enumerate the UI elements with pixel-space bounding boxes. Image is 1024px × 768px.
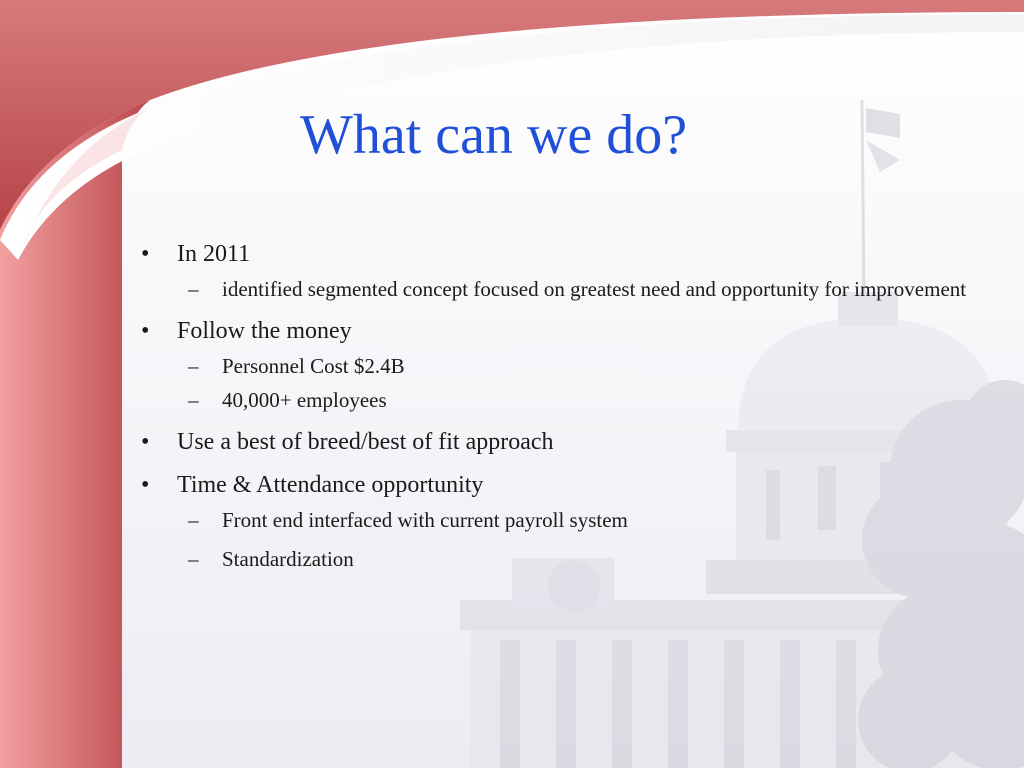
bullet-item-best-of-breed	[140, 425, 1000, 459]
bullet-marker: •	[141, 241, 150, 267]
sub-bullet-text: 40,000+ employees	[222, 388, 387, 412]
sub-bullet-item	[140, 385, 1000, 416]
sub-bullet-text: Standardization	[222, 547, 354, 571]
bullet-item-follow-the-money	[140, 314, 1000, 348]
slide-title: What can we do?	[300, 104, 688, 166]
sub-bullet-item	[140, 505, 1000, 536]
bullet-text: Use a best of breed/best of fit approach	[177, 429, 554, 455]
sub-bullet-list	[140, 274, 1000, 305]
sub-bullet-marker: –	[188, 277, 199, 301]
sub-bullet-item	[140, 351, 1000, 382]
bullet-text: Follow the money	[177, 318, 352, 344]
sub-bullet-item	[140, 274, 1000, 305]
sub-bullet-list	[140, 351, 1000, 416]
sub-bullet-text: Front end interfaced with current payroll system	[222, 508, 628, 532]
bullet-list	[140, 228, 1000, 575]
bullet-text: Time & Attendance opportunity	[177, 472, 484, 498]
sub-bullet-marker: –	[188, 354, 199, 378]
sub-bullet-text: Personnel Cost $2.4B	[222, 354, 405, 378]
bullet-marker: •	[141, 318, 150, 344]
sub-bullet-text: identified segmented concept focused on greatest need and opportunity for improvement	[222, 277, 967, 301]
bullet-text: In 2011	[177, 241, 251, 267]
sub-bullet-marker: –	[188, 388, 199, 412]
sub-bullet-item	[140, 544, 1000, 575]
bullet-item-in-2011	[140, 237, 1000, 271]
bullet-item-time-attendance	[140, 468, 1000, 502]
bullet-marker: •	[141, 472, 150, 498]
sub-bullet-marker: –	[188, 508, 199, 532]
bullet-marker: •	[141, 429, 150, 455]
sub-bullet-list	[140, 505, 1000, 575]
sub-bullet-marker: –	[188, 547, 199, 571]
